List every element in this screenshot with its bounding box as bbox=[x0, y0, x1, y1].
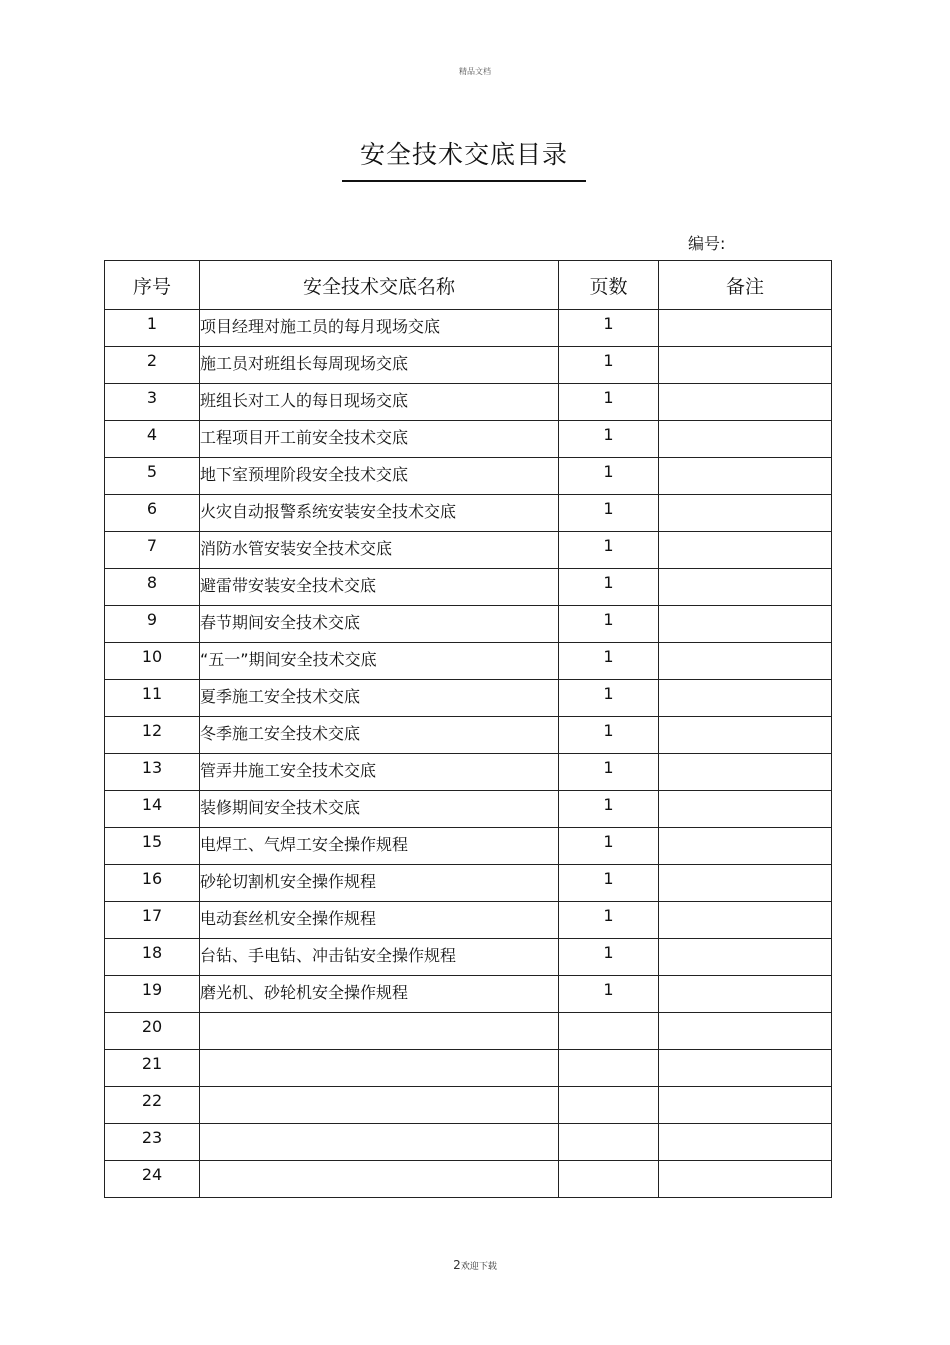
row-number-cell: 9 bbox=[105, 606, 200, 643]
row-name-cell: 电焊工、气焊工安全操作规程 bbox=[200, 828, 559, 865]
row-pages-cell: 1 bbox=[559, 939, 659, 976]
table-row bbox=[105, 310, 832, 347]
row-name-cell: 施工员对班组长每周现场交底 bbox=[200, 347, 559, 384]
row-pages-cell: 1 bbox=[559, 976, 659, 1013]
row-name-cell: 春节期间安全技术交底 bbox=[200, 606, 559, 643]
table-row bbox=[105, 680, 832, 717]
row-remark-cell bbox=[659, 495, 832, 532]
row-name-cell: 台钻、手电钻、冲击钻安全操作规程 bbox=[200, 939, 559, 976]
row-name-cell: 项目经理对施工员的每月现场交底 bbox=[200, 310, 559, 347]
row-name-cell: 装修期间安全技术交底 bbox=[200, 791, 559, 828]
row-name-cell: 地下室预埋阶段安全技术交底 bbox=[200, 458, 559, 495]
row-number-cell: 16 bbox=[105, 865, 200, 902]
row-pages-cell: 1 bbox=[559, 532, 659, 569]
table-row bbox=[105, 902, 832, 939]
table-row bbox=[105, 421, 832, 458]
row-remark-cell bbox=[659, 1124, 832, 1161]
header-remark: 备注 bbox=[659, 261, 832, 310]
row-remark-cell bbox=[659, 791, 832, 828]
row-number-cell: 19 bbox=[105, 976, 200, 1013]
table-row bbox=[105, 1050, 832, 1087]
row-remark-cell bbox=[659, 717, 832, 754]
row-number-cell: 1 bbox=[105, 310, 200, 347]
footer bbox=[0, 1258, 950, 1272]
table-row bbox=[105, 754, 832, 791]
row-number-cell: 5 bbox=[105, 458, 200, 495]
row-remark-cell bbox=[659, 902, 832, 939]
row-pages-cell: 1 bbox=[559, 347, 659, 384]
row-name-cell: 磨光机、砂轮机安全操作规程 bbox=[200, 976, 559, 1013]
row-number-cell: 3 bbox=[105, 384, 200, 421]
row-pages-cell: 1 bbox=[559, 643, 659, 680]
row-number-cell: 4 bbox=[105, 421, 200, 458]
header-note: 精品文档 bbox=[459, 67, 491, 76]
row-pages-cell: 1 bbox=[559, 754, 659, 791]
row-remark-cell bbox=[659, 680, 832, 717]
row-remark-cell bbox=[659, 1050, 832, 1087]
row-pages-cell: 1 bbox=[559, 828, 659, 865]
row-number-cell: 13 bbox=[105, 754, 200, 791]
row-name-cell bbox=[200, 1161, 559, 1198]
row-pages-cell: 1 bbox=[559, 865, 659, 902]
row-name-cell: 管弄井施工安全技术交底 bbox=[200, 754, 559, 791]
table-row bbox=[105, 1161, 832, 1198]
row-number-cell: 17 bbox=[105, 902, 200, 939]
table-row bbox=[105, 384, 832, 421]
table-row bbox=[105, 569, 832, 606]
page-title: 安全技术交底目录 bbox=[359, 140, 568, 169]
row-number-cell: 10 bbox=[105, 643, 200, 680]
row-pages-cell bbox=[559, 1013, 659, 1050]
table-row bbox=[105, 1013, 832, 1050]
page-number: 2 bbox=[453, 1258, 461, 1272]
table-row bbox=[105, 1087, 832, 1124]
row-remark-cell bbox=[659, 939, 832, 976]
toc-table bbox=[104, 260, 832, 1198]
row-remark-cell bbox=[659, 643, 832, 680]
row-number-cell: 11 bbox=[105, 680, 200, 717]
row-number-cell: 18 bbox=[105, 939, 200, 976]
row-number-cell: 21 bbox=[105, 1050, 200, 1087]
table-row bbox=[105, 532, 832, 569]
row-pages-cell: 1 bbox=[559, 791, 659, 828]
row-name-cell bbox=[200, 1013, 559, 1050]
row-name-cell: 电动套丝机安全操作规程 bbox=[200, 902, 559, 939]
row-pages-cell: 1 bbox=[559, 384, 659, 421]
row-pages-cell bbox=[559, 1087, 659, 1124]
header-pages: 页数 bbox=[559, 261, 659, 310]
row-remark-cell bbox=[659, 532, 832, 569]
row-number-cell: 6 bbox=[105, 495, 200, 532]
row-number-cell: 8 bbox=[105, 569, 200, 606]
row-number-cell: 20 bbox=[105, 1013, 200, 1050]
row-remark-cell bbox=[659, 1013, 832, 1050]
row-remark-cell bbox=[659, 754, 832, 791]
row-remark-cell bbox=[659, 1087, 832, 1124]
table-row bbox=[105, 643, 832, 680]
row-remark-cell bbox=[659, 569, 832, 606]
row-number-cell: 24 bbox=[105, 1161, 200, 1198]
row-number-cell: 12 bbox=[105, 717, 200, 754]
row-name-cell bbox=[200, 1087, 559, 1124]
header-name: 安全技术交底名称 bbox=[200, 261, 559, 310]
row-name-cell: 避雷带安装安全技术交底 bbox=[200, 569, 559, 606]
row-remark-cell bbox=[659, 421, 832, 458]
title-underline bbox=[342, 180, 586, 182]
row-remark-cell bbox=[659, 458, 832, 495]
row-number-cell: 2 bbox=[105, 347, 200, 384]
code-label: 编号: bbox=[688, 234, 726, 253]
row-pages-cell: 1 bbox=[559, 717, 659, 754]
row-pages-cell: 1 bbox=[559, 421, 659, 458]
row-remark-cell bbox=[659, 347, 832, 384]
table-row bbox=[105, 939, 832, 976]
row-remark-cell bbox=[659, 606, 832, 643]
row-number-cell: 22 bbox=[105, 1087, 200, 1124]
footer-text: 欢迎下载 bbox=[460, 1262, 497, 1272]
row-remark-cell bbox=[659, 976, 832, 1013]
row-pages-cell bbox=[559, 1050, 659, 1087]
row-name-cell bbox=[200, 1124, 559, 1161]
table-row bbox=[105, 1124, 832, 1161]
row-name-cell: 消防水管安装安全技术交底 bbox=[200, 532, 559, 569]
table-row bbox=[105, 791, 832, 828]
row-number-cell: 23 bbox=[105, 1124, 200, 1161]
table-row bbox=[105, 865, 832, 902]
row-pages-cell bbox=[559, 1161, 659, 1198]
table-header-row bbox=[105, 261, 832, 310]
row-remark-cell bbox=[659, 865, 832, 902]
row-name-cell: 班组长对工人的每日现场交底 bbox=[200, 384, 559, 421]
row-number-cell: 7 bbox=[105, 532, 200, 569]
row-pages-cell: 1 bbox=[559, 606, 659, 643]
row-number-cell: 15 bbox=[105, 828, 200, 865]
header-no: 序号 bbox=[105, 261, 200, 310]
table-row bbox=[105, 347, 832, 384]
row-remark-cell bbox=[659, 828, 832, 865]
table-row bbox=[105, 828, 832, 865]
row-name-cell: 火灾自动报警系统安装安全技术交底 bbox=[200, 495, 559, 532]
table-row bbox=[105, 458, 832, 495]
row-remark-cell bbox=[659, 1161, 832, 1198]
row-pages-cell: 1 bbox=[559, 902, 659, 939]
row-name-cell: 砂轮切割机安全操作规程 bbox=[200, 865, 559, 902]
row-name-cell: 夏季施工安全技术交底 bbox=[200, 680, 559, 717]
row-pages-cell: 1 bbox=[559, 495, 659, 532]
table-row bbox=[105, 976, 832, 1013]
row-name-cell: 冬季施工安全技术交底 bbox=[200, 717, 559, 754]
row-name-cell: “五一”期间安全技术交底 bbox=[200, 643, 559, 680]
table-row bbox=[105, 495, 832, 532]
table-row bbox=[105, 606, 832, 643]
row-name-cell bbox=[200, 1050, 559, 1087]
toc-body bbox=[105, 310, 832, 1198]
row-pages-cell: 1 bbox=[559, 569, 659, 606]
row-remark-cell bbox=[659, 310, 832, 347]
row-number-cell: 14 bbox=[105, 791, 200, 828]
row-pages-cell: 1 bbox=[559, 680, 659, 717]
row-name-cell: 工程项目开工前安全技术交底 bbox=[200, 421, 559, 458]
row-pages-cell bbox=[559, 1124, 659, 1161]
row-pages-cell: 1 bbox=[559, 310, 659, 347]
row-pages-cell: 1 bbox=[559, 458, 659, 495]
row-remark-cell bbox=[659, 384, 832, 421]
table-row bbox=[105, 717, 832, 754]
